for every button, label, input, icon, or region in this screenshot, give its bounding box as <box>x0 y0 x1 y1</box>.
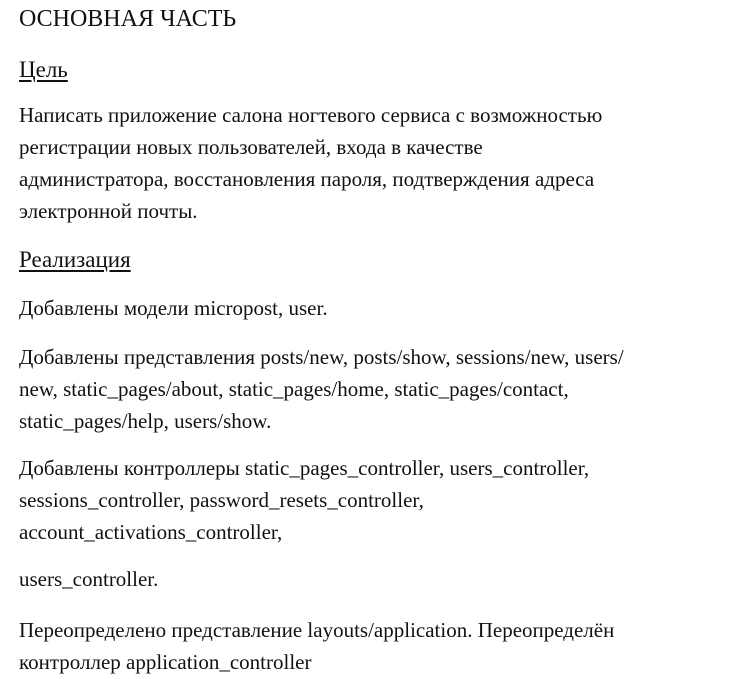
text-line: Добавлены модели micropost, user. <box>19 296 328 320</box>
paragraph-views <box>19 341 735 437</box>
text-line: static_pages/help, users/show. <box>19 409 272 433</box>
text-line: users_controller. <box>19 567 159 591</box>
text-line: Переопределено представление layouts/application. Переопределён <box>19 618 615 642</box>
text-line: электронной почты. <box>19 199 198 223</box>
implementation-heading-text: Реализация <box>19 247 131 272</box>
paragraph-controllers <box>19 452 735 548</box>
text-line: Добавлены контроллеры static_pages_controller, users_controller, <box>19 456 590 480</box>
text-line: sessions_controller, password_resets_controller, <box>19 488 424 512</box>
text-line: администратора, восстановления пароля, подтверждения адреса <box>19 167 595 191</box>
text-line: регистрации новых пользователей, входа в качестве <box>19 135 483 159</box>
text-line: Добавлены представления posts/new, posts/show, sessions/new, users/ <box>19 345 624 369</box>
paragraph-users-controller <box>19 563 735 595</box>
text-line: new, static_pages/about, static_pages/home, static_pages/contact, <box>19 377 569 401</box>
text-line: Написать приложение салона ногтевого сервиса с возможностью <box>19 103 603 127</box>
implementation-heading <box>19 245 735 275</box>
goal-heading <box>19 55 735 85</box>
text-line: account_activations_controller, <box>19 520 283 544</box>
paragraph-layout <box>19 614 735 678</box>
page-title <box>19 4 735 34</box>
goal-heading-text: Цель <box>19 57 68 82</box>
paragraph-models <box>19 292 735 324</box>
text-line: контроллер application_controller <box>19 650 312 674</box>
goal-paragraph <box>19 99 735 227</box>
title-text: ОСНОВНАЯ ЧАСТЬ <box>19 6 237 32</box>
